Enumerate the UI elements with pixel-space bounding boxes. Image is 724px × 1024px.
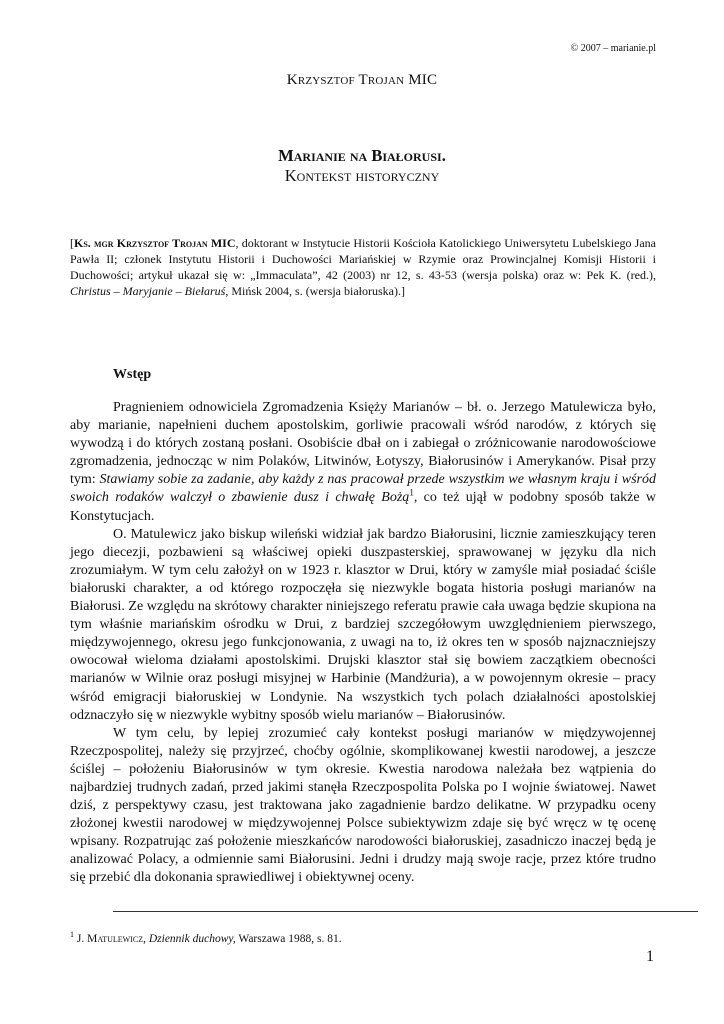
footnote-number: 1 bbox=[70, 930, 74, 940]
copyright-notice: © 2007 – marianie.pl bbox=[570, 43, 656, 54]
paragraph-1-quote: Stawiamy sobie za zadanie, aby każdy z nas pracował przede wszystkim we własnym kraju i wśród swoich rodaków walczył o zbawienie dusz i chwałę Bożą bbox=[70, 472, 657, 506]
article-body bbox=[70, 399, 656, 888]
paragraph-1-text-b: , co też ujął w podobny sposób także w Konstytucjach. bbox=[70, 490, 656, 524]
bio-open-bracket: [ bbox=[70, 236, 74, 250]
footnote bbox=[70, 930, 342, 945]
bio-book-title: Christus – Maryjanie – Biełaruś bbox=[70, 284, 226, 298]
footnote-separator-text: , bbox=[143, 933, 149, 945]
bio-text-1: , doktorant w Instytucie Historii Kościoła Katolickiego Uniwersytetu Lubelskiego Jana Pawła II; członek Instytutu Historii i Duchowości Mariańskiej w Rzymie oraz Prowincjalnej Komisji Historii i Duchowości; artykuł ukazał się w: „Immaculata”, 42 (2003) nr 12, s. 43-53 (wersja polska) oraz w: Pek K. (red.), bbox=[70, 236, 656, 282]
footnote-reference: 1 bbox=[409, 487, 414, 498]
paragraph-1 bbox=[70, 399, 656, 526]
footnote-rest: Warszawa 1988, s. 81. bbox=[235, 933, 342, 945]
paragraph-3: W tym celu, by lepiej zrozumieć cały kontekst posługi marianów w międzywojennej Rzeczpospolitej, należy się przyjrzeć, choćby ogólnie, skomplikowanej kwestii narodowej, a jeszcze ściślej – położeniu Białorusinów w tym okresie. Kwestia narodowa należała bez wątpienia do najbardziej trudnych zadań, przed jakimi stanęła Rzeczpospolita Polska po I wojnie światowej. Nawet dziś, z perspektywy czasu, jest traktowana jako zagadnienie bardzo delikatne. W przypadku oceny złożonej kwestii narodowej w międzywojennej Polsce subiektywizm zdaje się być wręcz w tę ocenę wpisany. Rozpatrując zaś położenie mieszkańców narodowości białoruskiej, zasadniczo inaczej będą je analizować Polacy, a odmiennie sami Białorusini. Jedni i drudzy mają swoje racje, przez które trudno się przebić dla dokonania sprawiedliwej i obiektywnej oceny. bbox=[70, 725, 656, 886]
bio-text-2: , Mińsk 2004, s. (wersja białoruska).] bbox=[225, 284, 405, 298]
article-title bbox=[0, 146, 724, 186]
author-bio bbox=[70, 235, 656, 299]
title-line-1: Marianie na Białorusi. bbox=[278, 146, 446, 165]
title-line-2: Kontekst historyczny bbox=[284, 166, 440, 185]
footnote-separator bbox=[113, 911, 698, 912]
paragraph-2: O. Matulewicz jako biskup wileński widział jak bardzo Białorusini, licznie zamieszkujący teren jego diecezji, pozbawieni są właściwej opieki duszpasterskiej, sprawowanej w języku dla nich zrozumiałym. W tym celu założył on w 1923 r. klasztor w Drui, który w zamyśle miał posiadać ściśle białoruski charakter, a od którego rozpoczęła się niezwykle bogata historia posługi marianów na Białorusi. Ze względu na skrótowy charakter niniejszego referatu prawie cała uwaga będzie skupiona na tym właśnie mariańskim ośrodku w Drui, z bardziej szczegółowym uwzględnieniem pierwszego, międzywojennego, okresu jego funkcjonowania, z uwagi na to, iż okres ten w sposób najznaczniejszy owocował wieloma działami apostolskimi. Drujski klasztor stał się bowiem zaczątkiem obecności marianów w Wilnie oraz posługi misyjnej w Harbinie (Mandżuria), a w powojennym okresie – pracy wśród emigracji białoruskiej w Londynie. Na wszystkich tych polach działalności apostolskiej odznaczyło się w niezwykle wybitny sposób wielu marianów – Białorusinów. bbox=[70, 526, 656, 723]
author-name: Krzysztof Trojan MIC bbox=[286, 72, 438, 88]
footnote-author: J. Matulewicz bbox=[76, 933, 144, 945]
paragraph-1-text-a: Pragnieniem odnowiciela Zgromadzenia Księży Marianów – bł. o. Jerzego Matulewicza było, aby marianie, napełnieni duchem apostolskim, gorliwie pracowali wśród narodów, z których się wywodzą i do których zostaną posłani. Osobiście dbał on i zabiegał o zróżnicowanie narodowościowe zgromadzenia, jednocząc w nim Polaków, Litwinów, Łotyszy, Białorusinów i Amerykanów. Pisał przy tym: bbox=[70, 400, 656, 488]
page-number: 1 bbox=[646, 948, 654, 965]
bio-author-name: Ks. mgr Krzysztof Trojan MIC bbox=[74, 236, 236, 250]
footnote-work: Dziennik duchowy, bbox=[148, 933, 236, 945]
section-heading: Wstęp bbox=[113, 367, 152, 382]
